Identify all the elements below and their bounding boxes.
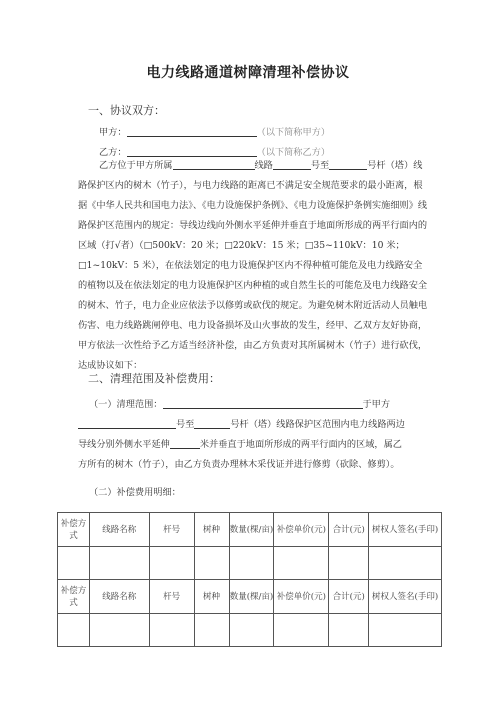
intro-text-rest: 线路保护区内的树木（竹子），与电力线路的距离已不满足安全规范要求的最小距离，根据《中华人民共和国电力法》、《电力设施保护条例》、《电力设施保护条例实施细则》线路保护区范围内的规定：导线边线向外侧水平延伸并垂直于地面所形成的两平行面内的区域（打√者）（□500kV：20 米；□220kV：15 米；□35~110kV：10 米；□1~10kV：5 米），在依法划定的电力设施保护区内不得种植可能危及电力线路安全的植物以及在依法划定的电力设施保护区内种植的或自然生长的可能危及电力线路安全的树木、竹子，电力企业应依法予以修剪或砍伐的规定。为避免树木附近活动人员触电伤害、电力线路跳闸停电、电力设备损坏及山火事故的发生，经甲、乙双方友好协商，甲方依法一次性给予乙方适当经济补偿，由乙方负责对其所属树木（竹子）进行砍伐，达成协议如下： xyxy=(78,160,428,371)
table-row xyxy=(58,547,442,580)
header-pole-no: 杆号 xyxy=(149,513,194,547)
detail-heading: （二）补偿费用明细： xyxy=(89,487,181,498)
header-line-name: 线路名称 xyxy=(89,513,149,547)
intro-text-3: 号至 xyxy=(310,160,330,171)
scope-start-pole-blank[interactable] xyxy=(78,418,176,429)
intro-paragraph xyxy=(78,156,430,376)
header-signature: 树权人签名(手印) xyxy=(369,580,442,614)
scope-line-blank[interactable] xyxy=(163,398,363,409)
party-a-label: 甲方： xyxy=(99,127,127,138)
party-a-line xyxy=(99,124,330,138)
scope-text-5: 导线分别外侧水平延伸 xyxy=(78,439,170,450)
document-title: 电力线路通道树障清理补偿协议 xyxy=(146,65,350,81)
party-a-note: （以下简称甲方） xyxy=(256,127,331,138)
header-pole-no: 杆号 xyxy=(149,580,194,614)
scope-text-6: 米并垂直于地面所形成的两平行面内的区域，属乙 xyxy=(199,439,402,450)
table-header-row xyxy=(58,580,442,614)
section-scope-heading: 二、清理范围及补偿费用： xyxy=(88,372,220,385)
intro-text-2: 线路 xyxy=(254,160,273,171)
header-total: 合计(元) xyxy=(329,513,369,547)
header-species: 树种 xyxy=(194,580,229,614)
party-b-label: 乙方： xyxy=(99,147,127,158)
header-signature: 树权人签名(手印) xyxy=(369,513,442,547)
scope-text-1: （一）清理范围： xyxy=(89,399,163,410)
table-header-row xyxy=(58,513,442,547)
intro-text-4: 号杆（塔） xyxy=(367,160,414,171)
scope-text-2: 于甲方 xyxy=(362,399,391,410)
scope-text-7: 方所有的树木（竹子），由乙方负责办理林木采伐证并进行修剪（砍除、修剪）。 xyxy=(78,459,400,470)
scope-text-3: 号至 xyxy=(176,419,195,430)
compensation-table xyxy=(57,512,442,647)
header-species: 树种 xyxy=(194,513,229,547)
party-a-blank[interactable] xyxy=(127,126,257,137)
header-method: 补偿方式 xyxy=(58,513,90,547)
header-quantity: 数量(棵/亩) xyxy=(229,513,274,547)
scope-distance-blank[interactable] xyxy=(170,438,200,449)
line-name-blank[interactable] xyxy=(173,159,255,170)
header-unit-price: 补偿单价(元) xyxy=(274,580,329,614)
scope-text-4: 号杆（塔）线路保护区范围内电力线路两边 xyxy=(230,419,405,430)
start-pole-blank[interactable] xyxy=(273,159,311,170)
scope-paragraph xyxy=(78,395,430,475)
intro-text-1: 乙方位于甲方所属 xyxy=(99,160,173,171)
table-row xyxy=(58,614,442,647)
end-pole-blank[interactable] xyxy=(329,159,367,170)
party-b-note: （以下简称乙方） xyxy=(256,147,331,158)
section-parties-heading: 一、协议双方： xyxy=(88,104,165,117)
header-method: 补偿方式 xyxy=(58,580,90,614)
header-total: 合计(元) xyxy=(329,580,369,614)
header-line-name: 线路名称 xyxy=(89,580,149,614)
scope-end-pole-blank[interactable] xyxy=(194,418,230,429)
header-unit-price: 补偿单价(元) xyxy=(274,513,329,547)
header-quantity: 数量(棵/亩) xyxy=(229,580,274,614)
